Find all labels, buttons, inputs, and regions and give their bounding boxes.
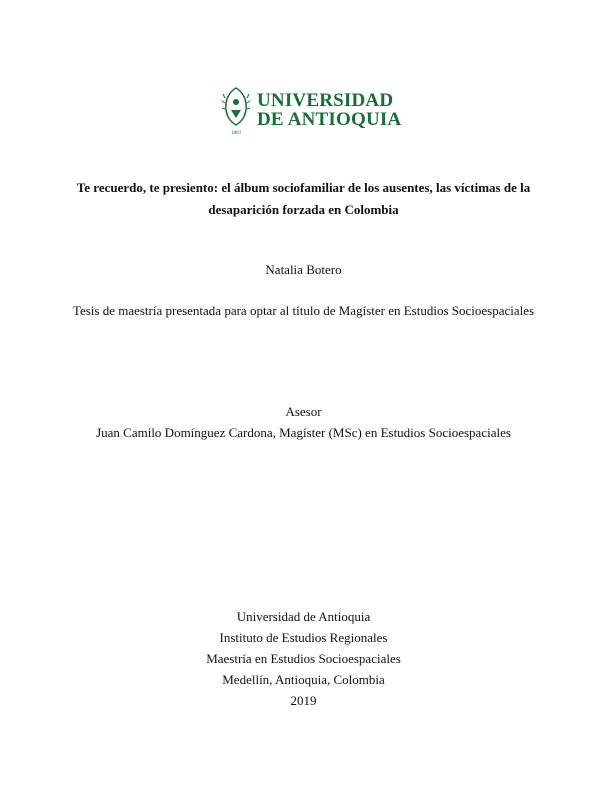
logo-line-1: UNIVERSIDAD	[257, 90, 394, 111]
thesis-title: Te recuerdo, te presiento: el álbum sociofamiliar de los ausentes, las víctimas de la desaparición forzada en Colombia	[76, 180, 531, 217]
location: Medellín, Antioquia, Colombia	[222, 672, 385, 687]
advisor-label: Asesor	[285, 404, 322, 419]
author-name: Natalia Botero	[265, 262, 342, 277]
logo-wordmark	[257, 91, 401, 129]
seal-year: 1803	[231, 131, 241, 136]
university-seal-icon	[219, 84, 253, 136]
university-logo	[219, 84, 402, 136]
advisor-name: Juan Camilo Domínguez Cardona, Magíster (MSc) en Estudios Socioespaciales	[96, 425, 511, 440]
degree-statement: Tesis de maestría presentada para optar al título de Magíster en Estudios Socioespaciales	[72, 303, 535, 318]
program-name: Maestría en Estudios Socioespaciales	[206, 651, 401, 666]
institute-name: Instituto de Estudios Regionales	[219, 630, 388, 645]
logo-line-2: DE ANTIOQUIA	[257, 109, 402, 130]
year: 2019	[290, 693, 317, 708]
university-name: Universidad de Antioquia	[236, 609, 371, 624]
